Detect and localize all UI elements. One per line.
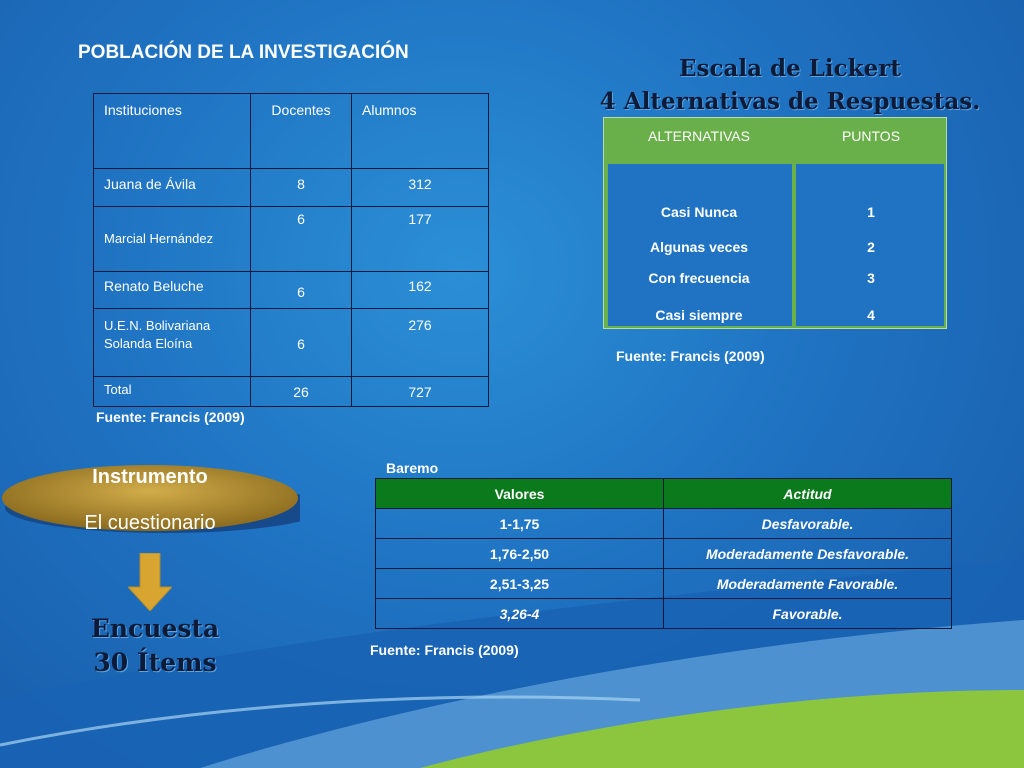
instrument-label: Instrumento	[92, 466, 208, 488]
cell-institucion: U.E.N. Bolivariana Solanda Eloína	[94, 309, 251, 377]
cell-institucion: Marcial Hernández	[94, 207, 251, 272]
survey-title	[70, 612, 240, 680]
baremo-header-valores: Valores	[376, 479, 664, 509]
table-row	[376, 569, 952, 599]
table-row-total	[94, 377, 489, 407]
likert-table	[603, 117, 947, 329]
table-row	[94, 207, 489, 272]
baremo-header-actitud: Actitud	[664, 479, 952, 509]
likert-header	[604, 118, 946, 162]
cell-alumnos: 177	[352, 207, 489, 272]
likert-puntos: 2	[867, 239, 875, 255]
baremo-valores: 3,26-4	[376, 599, 664, 629]
likert-title-line1: Escala de Lickert	[679, 55, 901, 82]
table-row	[376, 539, 952, 569]
population-title: POBLACIÓN DE LA INVESTIGACIÓN	[78, 42, 409, 63]
baremo-actitud: Moderadamente Desfavorable.	[664, 539, 952, 569]
baremo-valores: 1,76-2,50	[376, 539, 664, 569]
baremo-table	[375, 478, 952, 629]
table-row	[376, 599, 952, 629]
header-instituciones: Instituciones	[94, 94, 251, 169]
header-docentes: Docentes	[251, 94, 352, 169]
likert-source: Fuente: Francis (2009)	[616, 348, 765, 364]
likert-header-puntos: PUNTOS	[841, 128, 901, 144]
cell-docentes: 6	[251, 272, 352, 309]
population-table	[93, 93, 489, 407]
cell-docentes: 8	[251, 169, 352, 207]
likert-title-line2: 4 Alternativas de Respuestas.	[599, 88, 981, 115]
baremo-label: Baremo	[386, 460, 439, 476]
cell-docentes: 26	[251, 377, 352, 407]
likert-puntos: 1	[867, 204, 875, 220]
table-header-row	[94, 94, 489, 169]
table-row	[94, 272, 489, 309]
survey-title-line2: 30 Ítems	[93, 648, 217, 677]
likert-header-alternativas: ALTERNATIVAS	[648, 128, 750, 144]
population-source: Fuente: Francis (2009)	[96, 409, 245, 425]
cell-alumnos: 162	[352, 272, 489, 309]
baremo-actitud: Favorable.	[664, 599, 952, 629]
baremo-actitud: Moderadamente Favorable.	[664, 569, 952, 599]
likert-puntos: 3	[867, 270, 875, 286]
cell-institucion: Juana de Ávila	[94, 169, 251, 207]
likert-alternativa: Casi siempre	[655, 307, 743, 323]
baremo-valores: 2,51-3,25	[376, 569, 664, 599]
likert-title	[560, 52, 1020, 118]
table-row	[376, 509, 952, 539]
header-alumnos: Alumnos	[352, 94, 489, 169]
survey-title-line1: Encuesta	[90, 614, 220, 643]
likert-alternativa: Con frecuencia	[648, 270, 750, 286]
likert-alternativa: Algunas veces	[649, 239, 749, 255]
cell-alumnos: 727	[352, 377, 489, 407]
cell-alumnos: 312	[352, 169, 489, 207]
baremo-source: Fuente: Francis (2009)	[370, 642, 519, 658]
likert-alternativa: Casi Nunca	[660, 204, 738, 220]
baremo-header-row	[376, 479, 952, 509]
instrument-value: El cuestionario	[84, 512, 216, 534]
arrow-down-icon	[128, 553, 172, 611]
baremo-actitud: Desfavorable.	[664, 509, 952, 539]
table-row	[94, 169, 489, 207]
cell-institucion: Renato Beluche	[94, 272, 251, 309]
cell-alumnos: 276	[352, 309, 489, 377]
likert-puntos: 4	[867, 307, 875, 323]
cell-docentes: 6	[251, 309, 352, 377]
baremo-valores: 1-1,75	[376, 509, 664, 539]
cell-institucion: Total	[94, 377, 251, 407]
table-row	[94, 309, 489, 377]
cell-docentes: 6	[251, 207, 352, 272]
